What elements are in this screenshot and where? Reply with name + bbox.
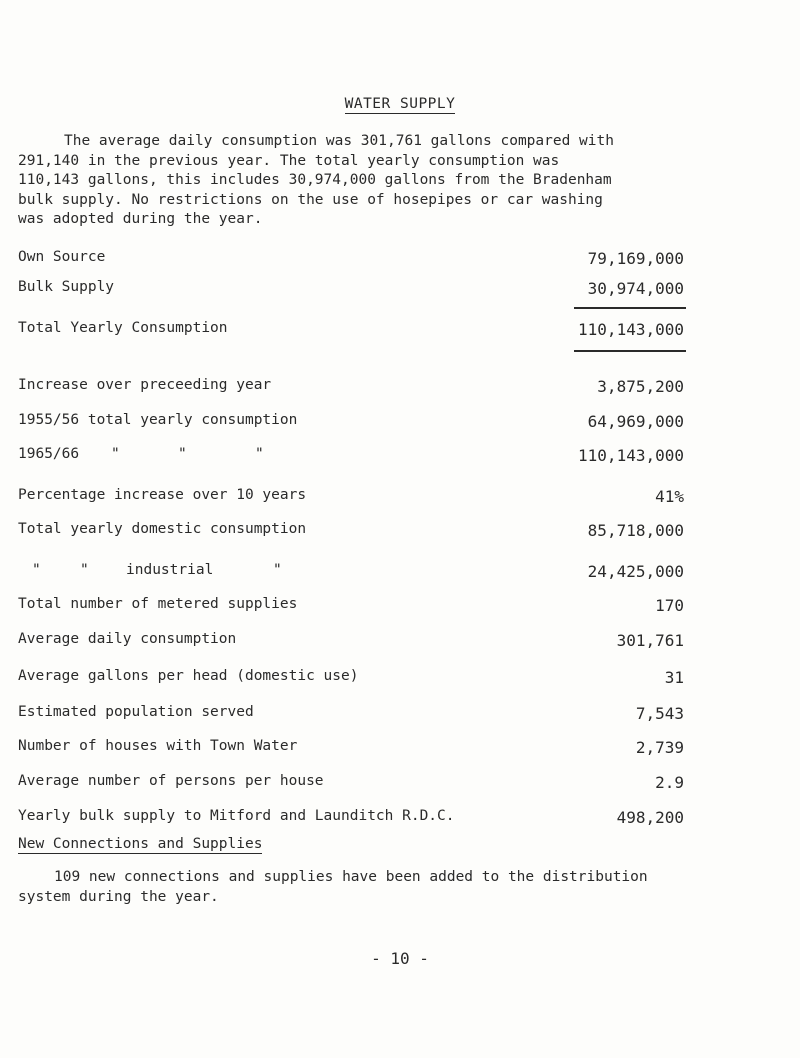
row-label: Own Source	[18, 249, 106, 265]
row-value: 3,875,200	[597, 377, 684, 396]
row-domestic	[18, 521, 783, 543]
connections-paragraph	[18, 868, 798, 907]
row-houses	[18, 738, 783, 760]
row-value: 170	[655, 596, 684, 615]
row-label: Total number of metered supplies	[18, 596, 298, 612]
ditto-mark: "	[80, 562, 89, 578]
row-value: 30,974,000	[587, 279, 684, 298]
section-heading	[18, 836, 262, 852]
intro-line: 291,140 in the previous year. The total yearly consumption was	[18, 152, 560, 169]
row-label: Average gallons per head (domestic use)	[18, 668, 359, 684]
row-label: industrial	[126, 562, 214, 578]
row-value: 64,969,000	[587, 412, 684, 431]
row-label: Increase over preceeding year	[18, 377, 272, 393]
intro-paragraph	[18, 132, 778, 230]
intro-line: 110,143 gallons, this includes 30,974,000 gallons from the Bradenham	[18, 172, 612, 188]
ditto-mark: "	[111, 446, 120, 462]
intro-line: was adopted during the year.	[18, 211, 263, 227]
row-value: 301,761	[616, 631, 684, 650]
ditto-mark: "	[255, 446, 264, 462]
row-population	[18, 704, 783, 726]
row-metered	[18, 596, 783, 618]
row-own-source	[18, 249, 783, 271]
row-value: 31	[664, 668, 684, 687]
connections-line: 109 new connections and supplies have been added to the distribution	[54, 869, 648, 885]
row-value: 85,718,000	[587, 521, 684, 540]
row-total-yearly	[18, 320, 783, 342]
row-persons-per-house	[18, 773, 783, 795]
row-value: 41%	[655, 487, 684, 506]
row-bulk-supply	[18, 279, 783, 301]
row-value: 7,543	[635, 704, 684, 723]
row-label: Average daily consumption	[18, 631, 237, 647]
row-label: Total yearly domestic consumption	[18, 521, 307, 537]
row-label: Bulk Supply	[18, 279, 115, 295]
row-label: Number of houses with Town Water	[18, 738, 298, 754]
row-1955	[18, 412, 783, 434]
row-value: 2.9	[655, 773, 684, 792]
total-rule	[574, 350, 686, 352]
page-title-text: WATER SUPPLY	[344, 96, 456, 112]
section-heading-text: New Connections and Supplies	[18, 836, 263, 852]
row-label: Yearly bulk supply to Mitford and Launditch R.D.C.	[18, 808, 455, 824]
row-percentage	[18, 487, 783, 509]
connections-line: system during the year.	[18, 888, 219, 905]
intro-line: bulk supply. No restrictions on the use of hosepipes or car washing	[18, 191, 603, 208]
row-label: Average number of persons per house	[18, 773, 324, 789]
page-number: - 10 -	[371, 949, 429, 968]
ditto-mark: "	[273, 562, 282, 578]
ditto-mark: "	[178, 446, 187, 462]
row-value: 110,143,000	[578, 446, 684, 465]
row-value: 24,425,000	[587, 562, 684, 581]
row-average-daily	[18, 631, 783, 653]
row-label: Estimated population served	[18, 704, 254, 720]
page-title	[0, 96, 800, 112]
row-label: 1965/66	[18, 446, 80, 462]
row-increase	[18, 377, 783, 399]
row-label: Percentage increase over 10 years	[18, 487, 307, 503]
subtotal-rule	[574, 307, 686, 309]
intro-line: The average daily consumption was 301,761 gallons compared with	[64, 133, 614, 149]
row-1965	[18, 446, 783, 468]
row-bulk-supply-rdc	[18, 808, 783, 830]
row-value: 2,739	[635, 738, 684, 757]
row-label: 1955/56 total yearly consumption	[18, 412, 298, 428]
ditto-mark: "	[32, 562, 41, 578]
row-value: 110,143,000	[578, 320, 684, 339]
row-industrial	[18, 562, 783, 584]
row-label: Total Yearly Consumption	[18, 320, 228, 336]
row-value: 498,200	[616, 808, 684, 827]
row-value: 79,169,000	[587, 249, 684, 268]
row-gallons-per-head	[18, 668, 783, 690]
